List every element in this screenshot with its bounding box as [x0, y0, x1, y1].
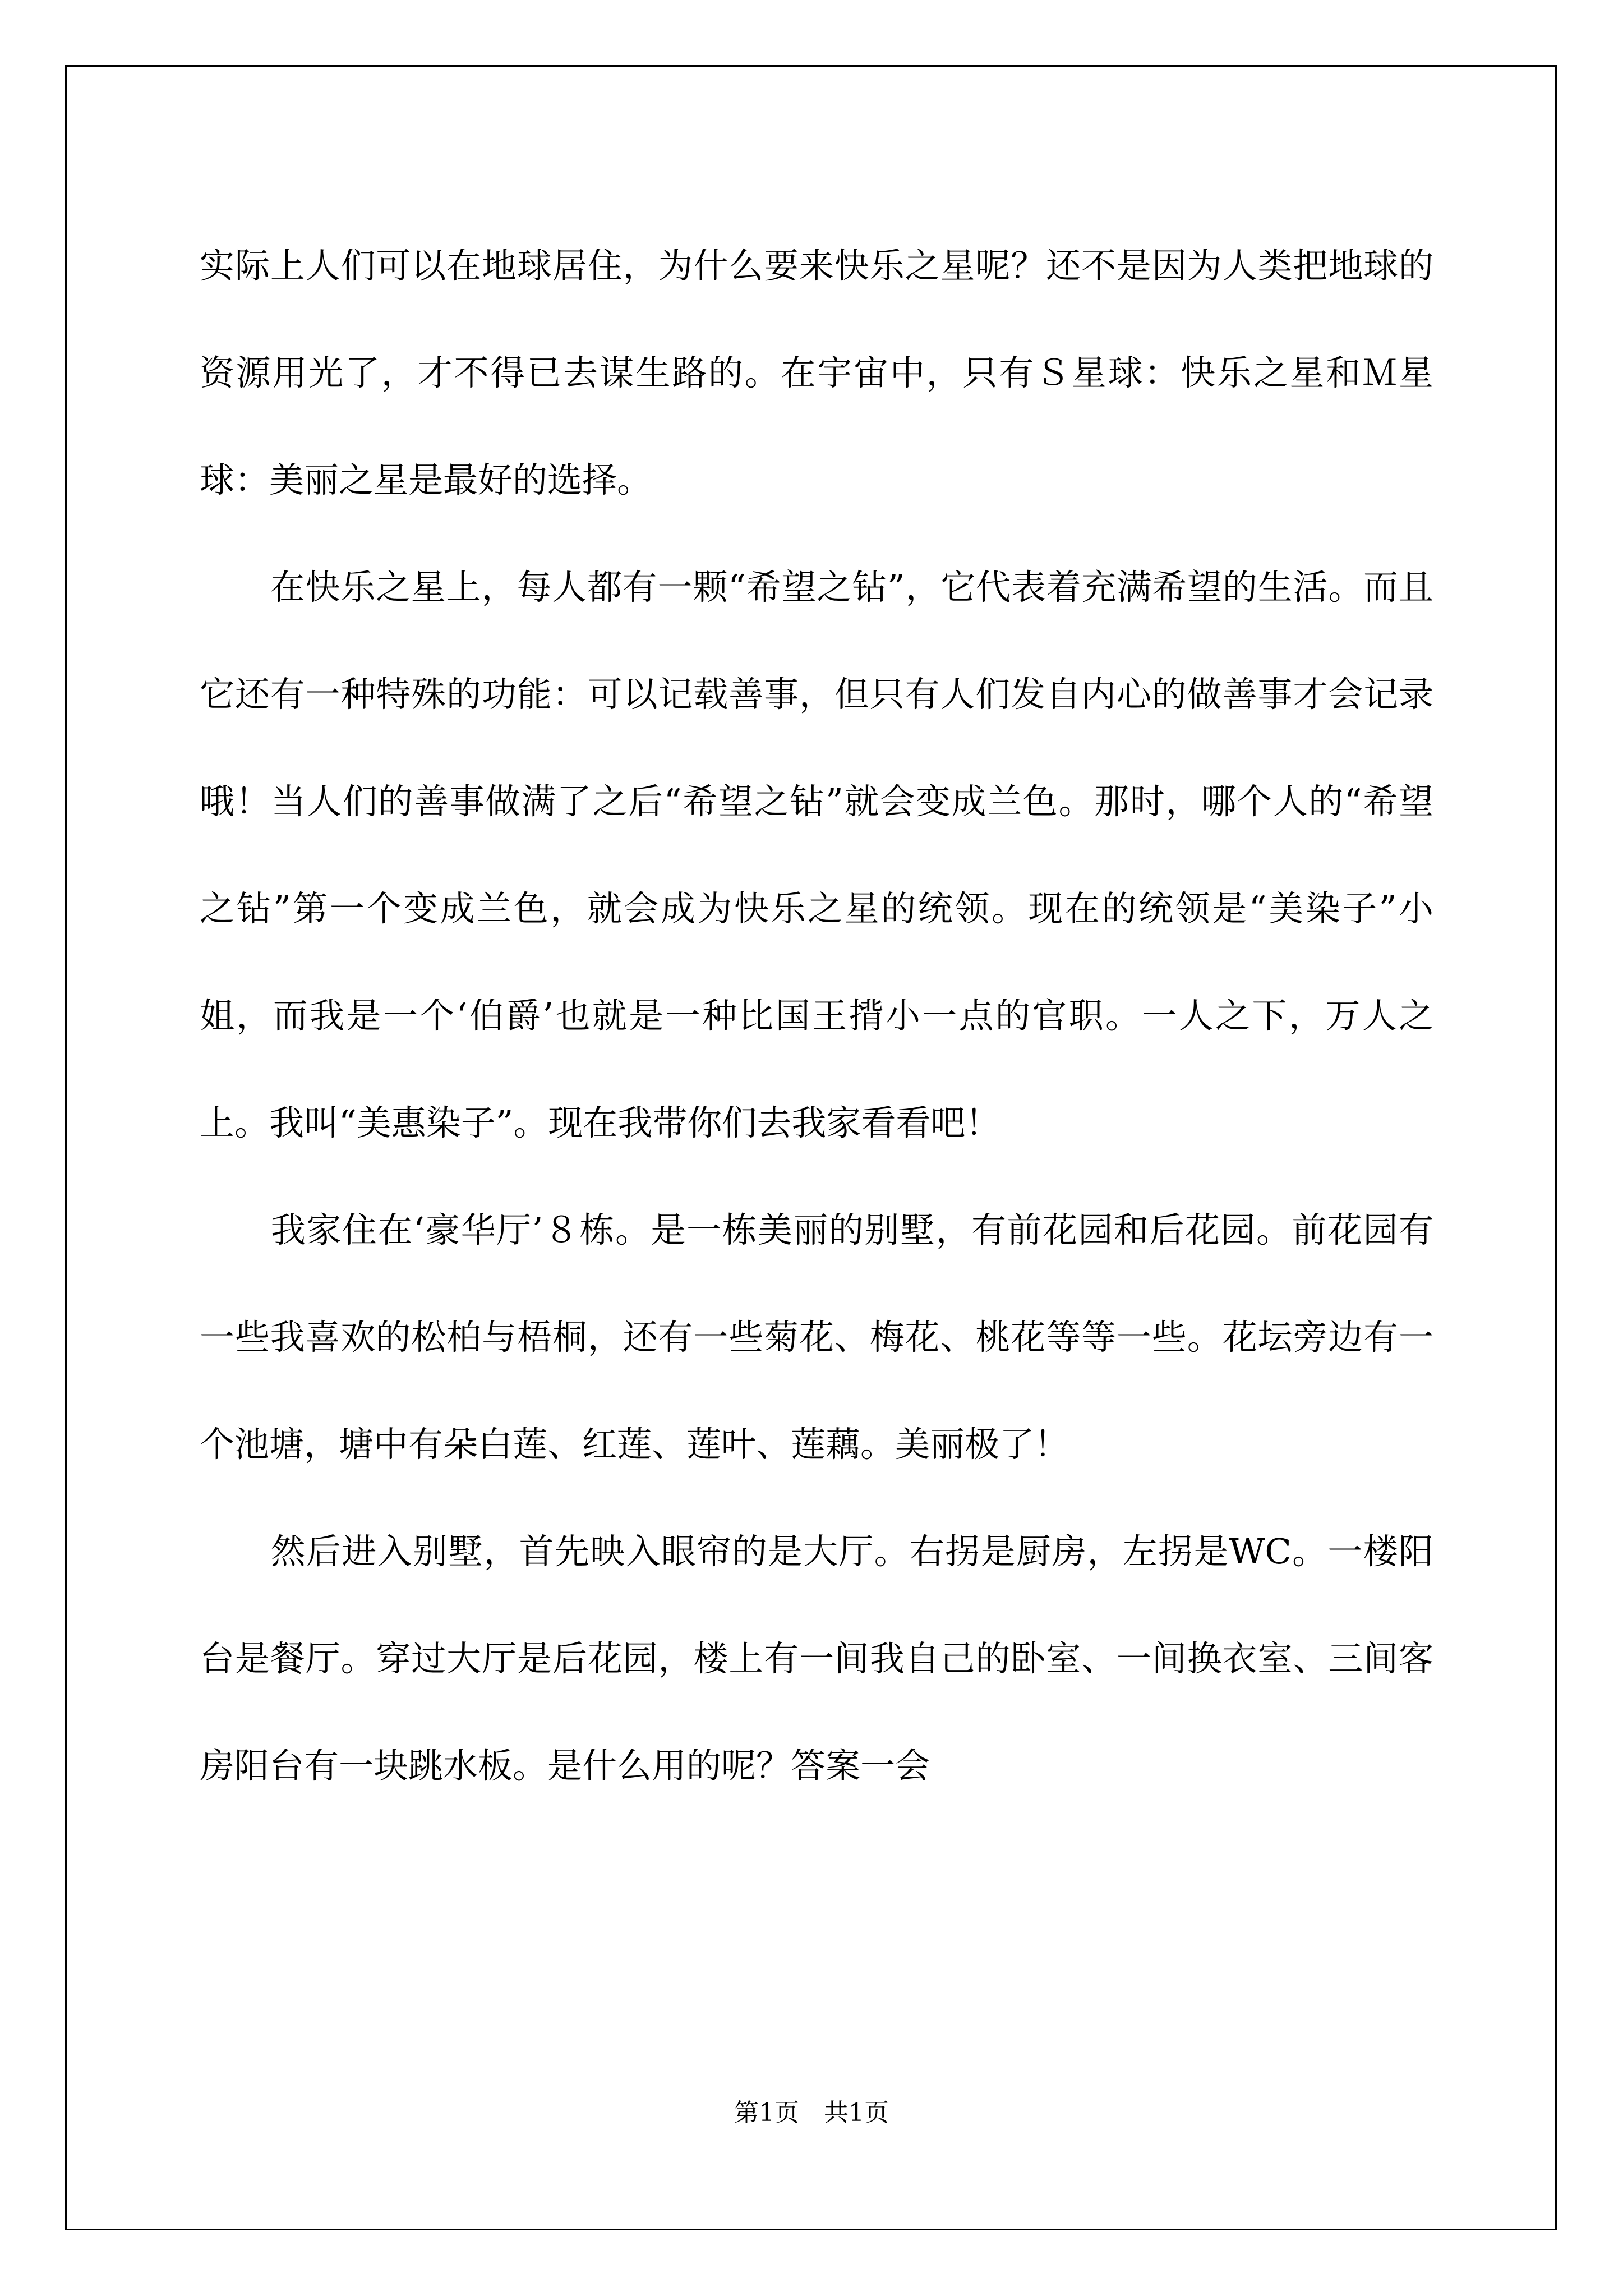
paragraph-4: 然后进入别墅，首先映入眼帘的是大厅。右拐是厨房，左拐是WC。一楼阳台是餐厅。穿过大厅是后花园，楼上有一间我自己的卧室、一间换衣室、三间客房阳台有一块跳水板。是什么用的呢？答案一会: [200, 1531, 1433, 1786]
paragraph-3: 我家住在‘豪华厅’８栋。是一栋美丽的别墅，有前花园和后花园。前花园有一些我喜欢的松柏与梧桐，还有一些菊花、梅花、桃花等等一些。花坛旁边有一个池塘，塘中有朵白莲、红莲、莲叶、莲藕。美丽极了！: [200, 1209, 1433, 1465]
document-body: [200, 212, 1433, 1819]
page-footer: 第1页 共1页: [734, 2099, 889, 2127]
paragraph-1: 实际上人们可以在地球居住，为什么要来快乐之星呢？还不是因为人类把地球的资源用光了，才不得已去谋生路的。在宇宙中，只有Ｓ星球：快乐之星和Ｍ星球：美丽之星是最好的选择。: [200, 245, 1433, 500]
paragraph-2: 在快乐之星上，每人都有一颗“希望之钻”，它代表着充满希望的生活。而且它还有一种特殊的功能：可以记载善事，但只有人们发自内心的做善事才会记录哦！当人们的善事做满了之后“希望之钻”就会变成兰色。那时，哪个人的“希望之钻”第一个变成兰色，就会成为快乐之星的统领。现在的统领是“美染子”小姐，而我是一个‘伯爵’也就是一种比国王揹小一点的官职。一人之下，万人之上。我叫“美惠染子”。现在我带你们去我家看看吧！: [200, 567, 1433, 1143]
